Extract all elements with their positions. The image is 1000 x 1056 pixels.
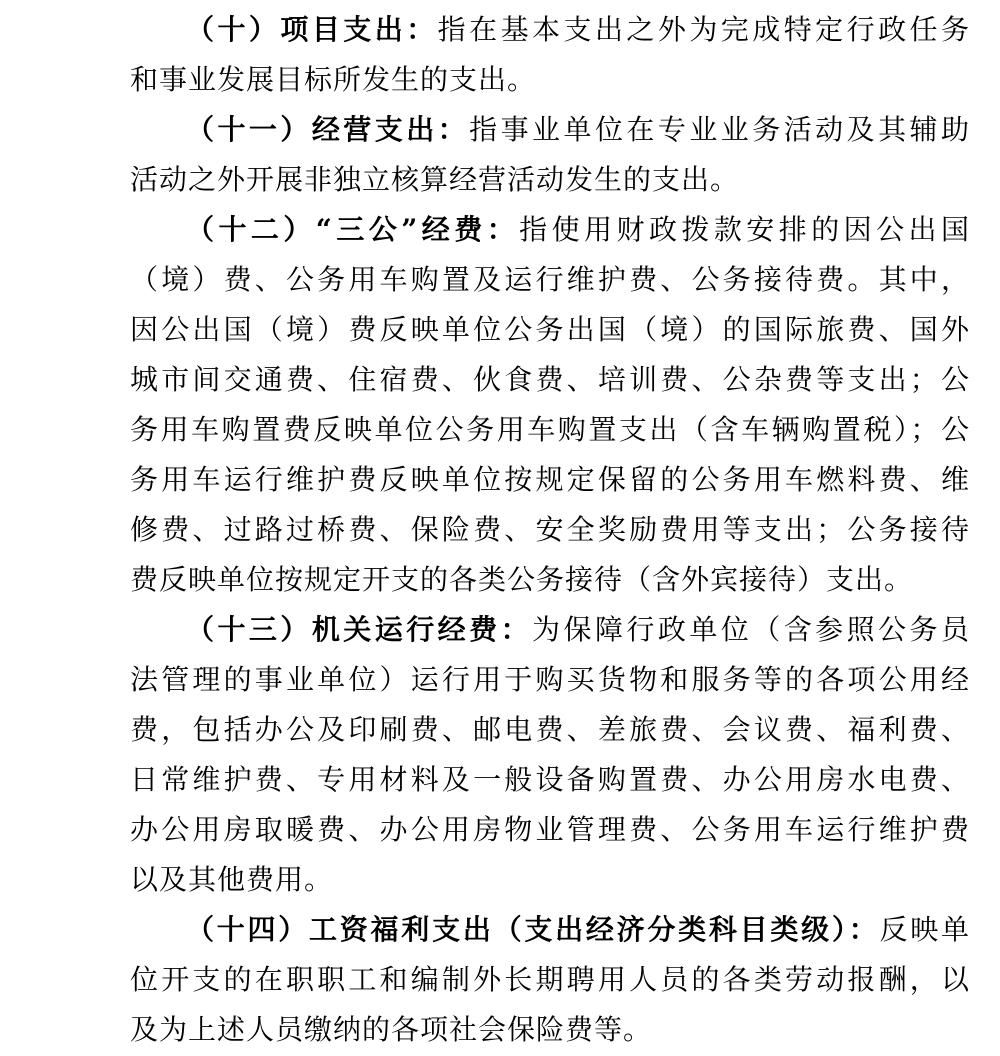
paragraph-text: 活动之外开展非独立核算经营活动发生的支出。 xyxy=(130,163,740,196)
text-line xyxy=(130,155,970,205)
text-line xyxy=(130,605,970,655)
text-line xyxy=(130,705,970,755)
paragraph-heading: （十四）工资福利支出（支出经济分类科目类级）： xyxy=(186,913,880,946)
text-line xyxy=(130,55,970,105)
paragraph-text: 位开支的在职职工和编制外长期聘用人员的各类劳动报酬，以 xyxy=(130,963,970,996)
paragraph-text: 城市间交通费、住宿费、伙食费、培训费、公杂费等支出；公 xyxy=(130,363,970,396)
paragraph-heading: （十三）机关运行经费： xyxy=(186,613,533,646)
text-line xyxy=(130,455,970,505)
paragraph-text: 指使用财政拨款安排的因公出国 xyxy=(519,213,970,246)
paragraph-text: 指在基本支出之外为完成特定行政任务 xyxy=(437,13,970,46)
text-line xyxy=(130,505,970,555)
text-line xyxy=(130,205,970,255)
text-line xyxy=(130,755,970,805)
text-line xyxy=(130,855,970,905)
paragraph-text: 务用车购置费反映单位公务用车购置支出（含车辆购置税）；公 xyxy=(130,413,970,446)
text-line xyxy=(130,5,970,55)
paragraph-heading: （十一）经营支出： xyxy=(186,113,470,146)
paragraph-text: 费，包括办公及印刷费、邮电费、差旅费、会议费、福利费、 xyxy=(130,713,970,746)
paragraph-text: 修费、过路过桥费、保险费、安全奖励费用等支出；公务接待 xyxy=(130,513,970,546)
paragraph-text: （境）费、公务用车购置及运行维护费、公务接待费。其中， xyxy=(130,263,970,296)
text-line xyxy=(130,905,970,955)
text-line xyxy=(130,1005,970,1055)
paragraph-heading: （十）项目支出： xyxy=(186,13,438,46)
paragraph-text: 及为上述人员缴纳的各项社会保险费等。 xyxy=(130,1013,653,1046)
paragraph-text: 反映单 xyxy=(879,913,970,946)
paragraph-text: 日常维护费、专用材料及一般设备购置费、办公用房水电费、 xyxy=(130,763,970,796)
paragraph-text: 以及其他费用。 xyxy=(130,863,334,896)
text-line xyxy=(130,355,970,405)
paragraph-text: 法管理的事业单位）运行用于购买货物和服务等的各项公用经 xyxy=(130,663,970,696)
paragraph-text: 和事业发展目标所发生的支出。 xyxy=(130,63,537,96)
text-line xyxy=(130,255,970,305)
paragraph-text: 为保障行政单位（含参照公务员 xyxy=(532,613,970,646)
text-line xyxy=(130,405,970,455)
paragraph-text: 指事业单位在专业业务活动及其辅助 xyxy=(469,113,970,146)
text-line xyxy=(130,105,970,155)
document-body xyxy=(130,5,970,1055)
paragraph-text: 务用车运行维护费反映单位按规定保留的公务用车燃料费、维 xyxy=(130,463,970,496)
text-line xyxy=(130,955,970,1005)
paragraph-text: 办公用房取暖费、办公用房物业管理费、公务用车运行维护费 xyxy=(130,813,970,846)
text-line xyxy=(130,305,970,355)
text-line xyxy=(130,655,970,705)
paragraph-text: 因公出国（境）费反映单位公务出国（境）的国际旅费、国外 xyxy=(130,313,970,346)
text-line xyxy=(130,805,970,855)
text-line xyxy=(130,555,970,605)
paragraph-heading: （十二）“三公”经费： xyxy=(186,213,520,246)
paragraph-text: 费反映单位按规定开支的各类公务接待（含外宾接待）支出。 xyxy=(130,563,914,596)
